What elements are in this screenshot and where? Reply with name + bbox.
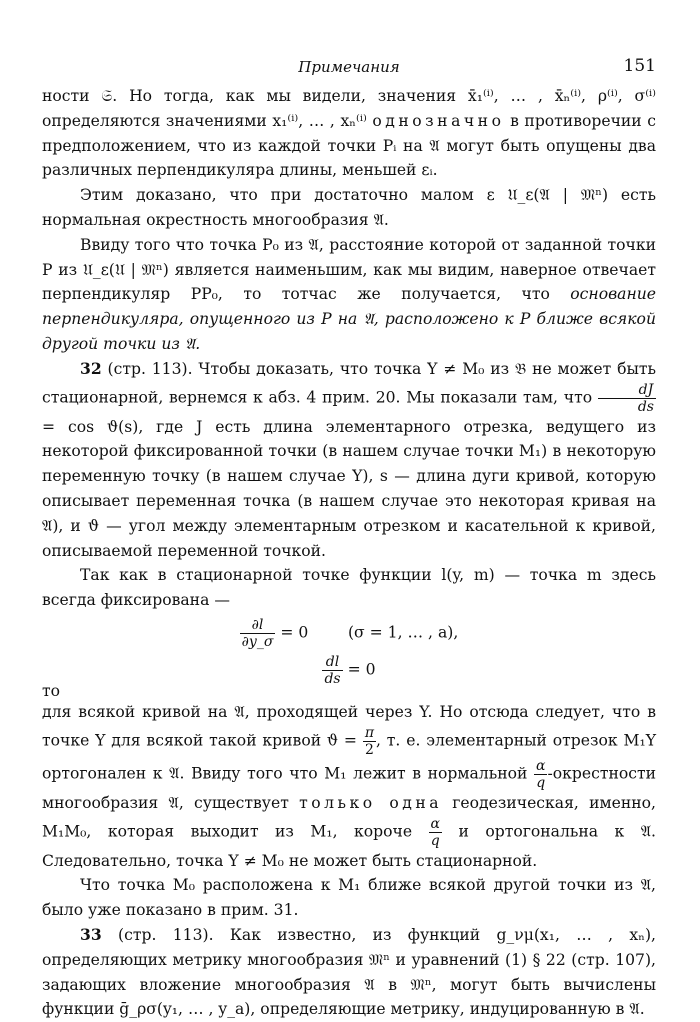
pi-over-2-fraction — [363, 725, 376, 758]
equation-partial-rest: = 0 (σ = 1, … , a), — [280, 623, 459, 642]
note-32 — [42, 357, 656, 564]
page-header — [42, 54, 656, 84]
paragraph-orthogonal — [42, 700, 656, 873]
partial-denominator: ∂y_σ — [241, 633, 274, 650]
paragraph-stationary: Так как в стационарной точке функции l(y, m) — точка m здесь всегда фиксирована — — [42, 566, 656, 610]
dl-ds-fraction — [322, 654, 342, 687]
p6-text-a: для всякой кривой на 𝔄, проходящей через Y. Но отсюда следует, что в точке Y для всякой такой кривой ϑ = — [42, 702, 656, 750]
paragraph-normal-neighborhood: Этим доказано, что при достаточно малом ε 𝔘_ε(𝔄 | 𝔐ⁿ) есть нормальная окрестность многообразия 𝔄. — [42, 186, 656, 229]
q-denominator-2: q — [430, 832, 440, 849]
p1-tail: в противоречии с предположением, что из каждой точки Pᵢ на 𝔄 могут быть опущены два различных перпендикуляра длины, меньшей εᵢ. — [42, 111, 656, 180]
note-33-number: 33 — [80, 924, 102, 944]
page-number: 151 — [623, 56, 656, 76]
alpha-numerator: α — [536, 757, 546, 774]
alpha-over-q-fraction — [534, 758, 547, 791]
dj-ds-fraction — [598, 382, 656, 415]
to-label: то — [42, 681, 61, 700]
two-denominator: 2 — [364, 741, 374, 758]
pi-numerator: π — [364, 724, 375, 741]
note-32-text-a: (стр. 113). Чтобы доказать, что точка Y ≠ M₀ из 𝔅 не может быть стационарной, вернемся к абз. 4 прим. 20. Мы показали там, что — [42, 359, 656, 407]
note-33-text: (стр. 113). Как известно, из функций g_νμ(x₁, … , xₙ), определяющих метрику многообразия 𝔐ⁿ и уравнений (1) § 22 (стр. 107), задающих вложение многообразия 𝔄 в 𝔐ⁿ, могут быть вычислены функции ḡ_ρσ(y₁, … , y_a), определяющие метрику, индуцированную в 𝔄. — [42, 925, 656, 1019]
p6-text-e: и ортогональна к 𝔄. Следовательно, точка Y ≠ M₀ не может быть стационарной. — [42, 822, 656, 870]
book-page — [42, 54, 656, 1022]
p6-text-c: -окрестности многообразия 𝔄, существует — [42, 764, 656, 812]
equation-dl-row — [42, 654, 656, 700]
paragraph-perpendicular — [42, 233, 656, 357]
running-title: Примечания — [298, 58, 400, 76]
ds-denominator: ds — [637, 398, 654, 415]
dl-numerator: dl — [322, 654, 342, 671]
note-32-text-b: = cos ϑ(s), где J есть длина элементарного отрезка, ведущего из некоторой фиксированной точки (в нашем случае точки M₁) в некоторую переменную точку (в нашем случае Y), s — длина дуги кривой, которую описывает переменная точка (в нашем случае это некоторая кривая на 𝔄), и ϑ — угол между элементарным отрезком и касательной к кривой, описываемой переменной точкой. — [42, 417, 656, 560]
partial-numerator: ∂l — [240, 617, 276, 634]
p3-italic-statement: основание перпендикуляра, опущенного из P на 𝔄, расположено к P ближе всякой другой точки из 𝔄. — [42, 285, 656, 353]
p6-text-b: , т. е. элементарный отрезок M₁Y ортогонален к 𝔄. Ввиду того что M₁ лежит в нормальной — [42, 731, 656, 783]
dj-numerator: dJ — [598, 382, 656, 399]
alpha-numerator-2: α — [430, 815, 440, 832]
p1-spaced-word: однозначно — [372, 111, 505, 130]
note-32-number: 32 — [80, 358, 102, 378]
equation-dl-rest: = 0 — [347, 660, 376, 679]
paragraph-continuation — [42, 84, 656, 183]
partial-fraction — [240, 617, 276, 650]
equation-dl — [42, 654, 656, 687]
p6-spaced-words: только одна — [299, 793, 443, 812]
p1-text: ности 𝔖. Но тогда, как мы видели, значения x̄₁⁽ⁱ⁾, … , x̄ₙ⁽ⁱ⁾, ρ⁽ⁱ⁾, σ⁽ⁱ⁾ определяются значениями x₁⁽ⁱ⁾, … , xₙ⁽ⁱ⁾ — [42, 87, 656, 130]
alpha-over-q-fraction-2 — [429, 816, 442, 849]
p3-text: Ввиду того что точка P₀ из 𝔄, расстояние которой от заданной точки P из 𝔘_ε(𝔘 | 𝔐ⁿ) является наименьшим, как мы видим, наверное отвечает перпендикуляр PP₀, то тотчас же получается, что — [42, 235, 656, 304]
equation-partial — [42, 617, 656, 650]
p6-text-d: геодезическая, именно, M₁M₀, которая выходит из M₁, короче — [42, 793, 656, 841]
note-33 — [42, 923, 656, 1022]
dl-denominator: ds — [324, 670, 341, 687]
paragraph-note-31-ref: Что точка M₀ расположена к M₁ ближе всякой другой точки из 𝔄, было уже показано в прим. 31. — [42, 876, 656, 920]
q-denominator: q — [536, 774, 546, 791]
